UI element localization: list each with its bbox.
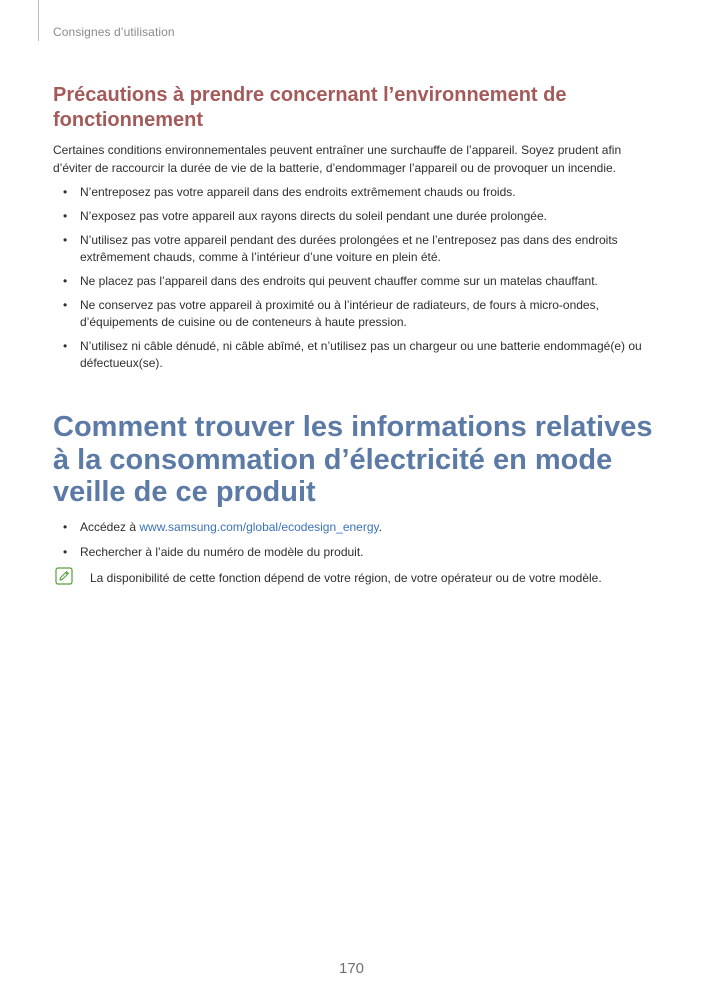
precautions-list xyxy=(53,184,653,379)
section-title-precautions: Précautions à prendre concernant l’environnement de fonctionnement xyxy=(53,84,567,131)
energy-steps-list xyxy=(53,519,653,569)
list-item-text-prefix: Accédez à xyxy=(80,520,140,534)
list-item-text: Rechercher à l’aide du numéro de modèle du produit. xyxy=(80,545,364,559)
bullet-icon: • xyxy=(63,520,68,534)
ecodesign-link[interactable]: www.samsung.com/global/ecodesign_energy xyxy=(139,520,379,534)
bullet-icon: • xyxy=(63,339,68,353)
list-item xyxy=(53,273,653,290)
page-number: 170 xyxy=(338,960,365,977)
list-item-text: Ne placez pas l’appareil dans des endroits qui peuvent chauffer comme sur un matelas chauffant. xyxy=(80,274,598,288)
bullet-icon: • xyxy=(63,185,68,199)
bullet-icon: • xyxy=(63,233,68,247)
header-chapter-label: Consignes d’utilisation xyxy=(53,25,175,39)
note-pencil-icon xyxy=(55,567,73,585)
bullet-icon: • xyxy=(63,298,68,312)
list-item xyxy=(53,232,653,266)
list-item xyxy=(53,544,653,561)
list-item xyxy=(53,184,653,201)
list-item xyxy=(53,338,653,372)
section-title-energy: Comment trouver les informations relatives à la consommation d’électricité en mode veille de ce produit xyxy=(53,411,653,508)
list-item xyxy=(53,208,653,225)
list-item-text: N’utilisez ni câble dénudé, ni câble abîmé, et n’utilisez pas un chargeur ou une batterie endommagé(e) ou défectueux(se). xyxy=(80,339,642,370)
bullet-icon: • xyxy=(63,274,68,288)
list-item-text: Ne conservez pas votre appareil à proximité ou à l’intérieur de radiateurs, de fours à micro-ondes, d’équipements de cuisine ou de conteneurs à haute pression. xyxy=(80,298,599,329)
note-text: La disponibilité de cette fonction dépend de votre région, de votre opérateur ou de votre modèle. xyxy=(90,571,602,585)
bullet-icon: • xyxy=(63,545,68,559)
list-item xyxy=(53,297,653,331)
list-item-text: N’entreposez pas votre appareil dans des endroits extrêmement chauds ou froids. xyxy=(80,185,516,199)
list-item-text: N’utilisez pas votre appareil pendant des durées prolongées et ne l’entreposez pas dans des endroits extrêmement chauds, comme à l’intérieur d’une voiture en plein été. xyxy=(80,233,618,264)
header-divider xyxy=(38,0,39,41)
list-item xyxy=(53,519,653,536)
bullet-icon: • xyxy=(63,209,68,223)
list-item-text-suffix: . xyxy=(378,520,382,534)
intro-paragraph: Certaines conditions environnementales peuvent entraîner une surchauffe de l’appareil. Soyez prudent afin d’éviter de raccourcir la durée de vie de la batterie, d’endommager l’appareil ou de provoquer un incendie. xyxy=(53,143,622,175)
list-item-text: N’exposez pas votre appareil aux rayons directs du soleil pendant une durée prolongée. xyxy=(80,209,547,223)
